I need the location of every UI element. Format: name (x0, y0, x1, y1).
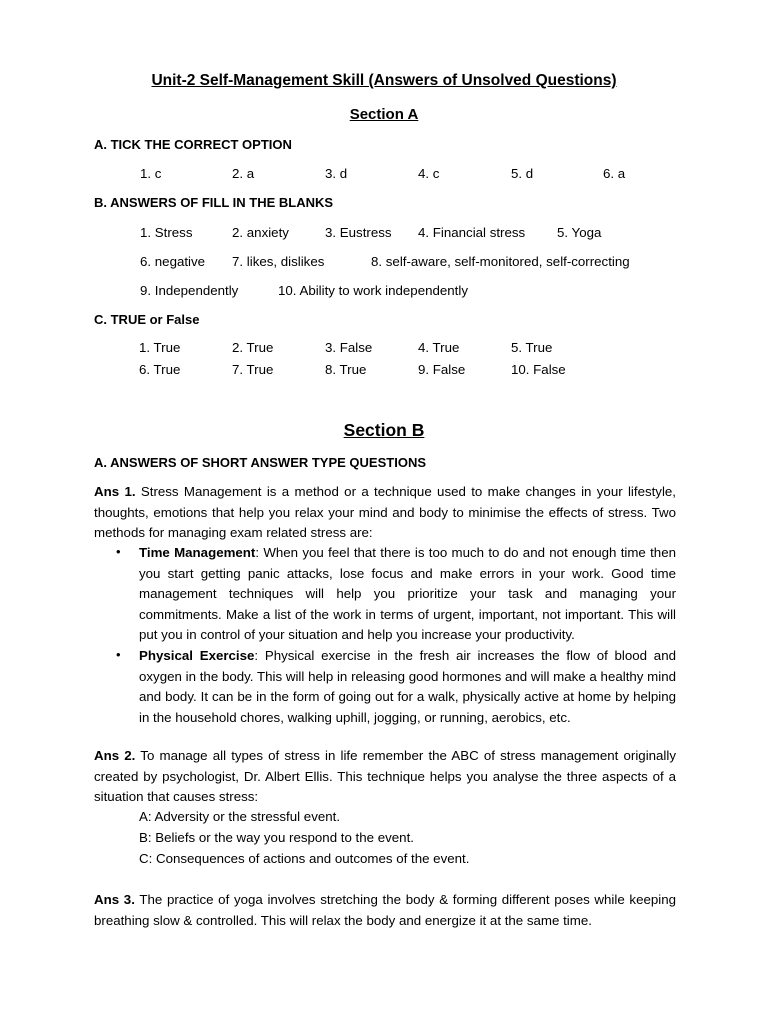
tf-answer: 6. True (139, 362, 181, 377)
short-answer-heading: A. ANSWERS OF SHORT ANSWER TYPE QUESTIONS (94, 455, 427, 470)
tf-heading: C. TRUE or False (94, 312, 200, 327)
fill-answer: 7. likes, dislikes (232, 254, 325, 269)
bullet-icon: • (116, 647, 121, 662)
tf-answer: 9. False (418, 362, 466, 377)
tick-heading: A. TICK THE CORRECT OPTION (94, 137, 292, 152)
bullet-time-management (139, 543, 676, 646)
fill-answer: 1. Stress (140, 225, 193, 240)
tf-answer: 4. True (418, 340, 460, 355)
bullet-body: : When you feel that there is too much to do and not enough time then you start getting panic attacks, lose focus and make errors in your work. Good time management techniques will help you prioritize your task and managing your commitments. Make a list of the work in terms of urgent, important, not important. This will put you in control of your situation and help you increase your productivity. (139, 545, 676, 643)
answer-2-text: To manage all types of stress in life remember the ABC of stress management originally created by psychologist, Dr. Albert Ellis. This technique helps you analyse the three aspects of a situation that causes stress: (94, 748, 676, 805)
tick-answer: 3. d (325, 166, 348, 181)
bullet-icon: • (116, 544, 121, 559)
bullet-term: Time Management (139, 545, 256, 560)
fill-answer: 4. Financial stress (418, 225, 526, 240)
tick-answer: 4. c (418, 166, 440, 181)
bullet-body: : Physical exercise in the fresh air increases the flow of blood and oxygen in the body. This will help in releasing good hormones and will make a healthy mind and body. It can be in the form of going out for a walk, physically active at home by helping in the household chores, walking uphill, jogging, or running, aerobics, etc. (139, 648, 676, 725)
tf-answer: 2. True (232, 340, 274, 355)
tf-answer: 3. False (325, 340, 373, 355)
fill-answer: 6. negative (140, 254, 206, 269)
section-b-heading: Section B (343, 420, 425, 440)
abc-item: C: Consequences of actions and outcomes of the event. (139, 851, 470, 866)
answer-3-text: The practice of yoga involves stretching the body & forming different poses while keeping breathing slow & controlled. This will relax the body and energize it at the same time. (94, 892, 676, 928)
fill-answer: 10. Ability to work independently (278, 283, 468, 298)
answer-2-paragraph (94, 746, 676, 808)
abc-item: A: Adversity or the stressful event. (139, 809, 341, 824)
tick-answer: 6. a (603, 166, 626, 181)
page-title: Unit-2 Self-Management Skill (Answers of Unsolved Questions) (151, 72, 617, 89)
bullet-physical-exercise (139, 646, 676, 728)
tick-answer: 5. d (511, 166, 534, 181)
tf-answer: 1. True (139, 340, 181, 355)
tf-answer: 8. True (325, 362, 367, 377)
fill-answer: 2. anxiety (232, 225, 289, 240)
fill-answer: 8. self-aware, self-monitored, self-correcting (371, 254, 630, 269)
answer-1-paragraph (94, 482, 676, 544)
bullet-term: Physical Exercise (139, 648, 255, 663)
tf-answer: 5. True (511, 340, 553, 355)
fill-answer: 5. Yoga (557, 225, 602, 240)
fill-answer: 9. Independently (140, 283, 239, 298)
answer-3-paragraph (94, 890, 676, 931)
tick-answer: 2. a (232, 166, 255, 181)
answer-2-label: Ans 2. (94, 748, 136, 763)
tf-answer: 7. True (232, 362, 274, 377)
answer-3-label: Ans 3. (94, 892, 135, 907)
tick-answer: 1. c (140, 166, 162, 181)
answer-1-text: Stress Management is a method or a technique used to make changes in your lifestyle, thoughts, emotions that help you relax your mind and body to minimise the effects of stress. Two methods for managing exam related stress are: (94, 484, 677, 541)
fill-answer: 3. Eustress (325, 225, 392, 240)
section-a-heading: Section A (349, 106, 419, 123)
answer-1-label: Ans 1. (94, 484, 136, 499)
tf-answer: 10. False (511, 362, 566, 377)
abc-item: B: Beliefs or the way you respond to the event. (139, 830, 414, 845)
fill-heading: B. ANSWERS OF FILL IN THE BLANKS (94, 195, 334, 210)
